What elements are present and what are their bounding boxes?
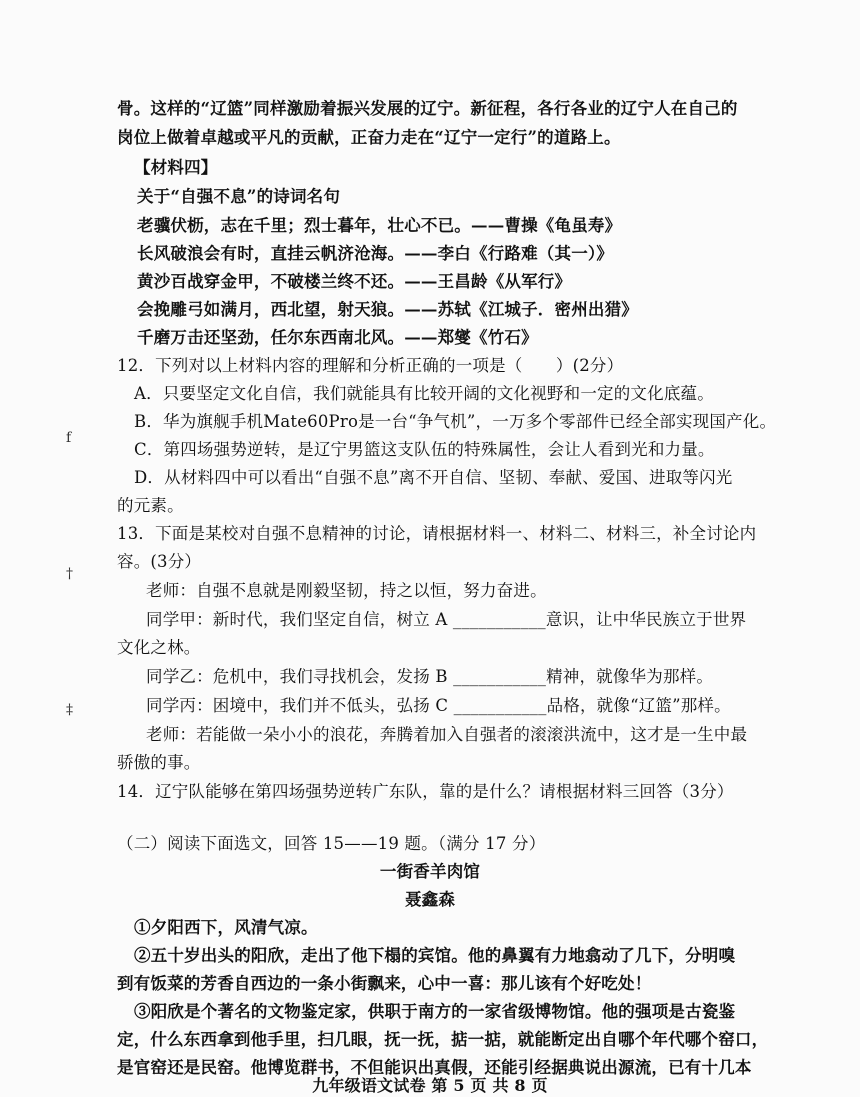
- question-12-option-d: D．从材料四中可以看出“自强不息”离不开自信、坚韧、奉献、爱国、进取等闪光: [134, 468, 733, 487]
- article-title: 一街香羊肉馆: [379, 862, 481, 881]
- question-12-option-c: C．第四场强势逆转，是辽宁男篮这支队伍的特殊属性，会让人看到光和力量。: [134, 440, 715, 459]
- article-author: 聂鑫森: [404, 890, 456, 909]
- margin-mark: ‡: [66, 702, 73, 718]
- dialogue-line: 骄傲的事。: [117, 753, 201, 772]
- article-paragraph: ①夕阳西下，风清气凉。: [134, 918, 318, 937]
- article-paragraph: 到有饭菜的芳香自西边的一条小街飘来，心中一喜：那儿该有个好吃处！: [117, 974, 652, 993]
- section-2-heading: （二）阅读下面选文，回答 15——19 题。（满分 17 分）: [117, 834, 546, 853]
- margin-mark: f: [66, 430, 72, 446]
- question-13-stem-line-2: 容。(3分）: [117, 552, 202, 571]
- page-footer: 九年级语文试卷 第 5 页 共 8 页: [312, 1076, 548, 1095]
- material4-heading: 【材料四】: [134, 158, 218, 177]
- poem-line: 长风破浪会有时，直挂云帆济沧海。——李白《行路难（其一）》: [137, 244, 614, 263]
- article-paragraph: 定，什么东西拿到他手里，扫几眼，抚一抚，掂一掂，就能断定出自哪个年代哪个窑口，: [117, 1030, 769, 1049]
- poem-line: 会挽雕弓如满月，西北望，射天狼。——苏轼《江城子．密州出猎》: [137, 300, 638, 319]
- material4-intro: 关于“自强不息”的诗词名句: [137, 187, 341, 206]
- question-12-option-d-cont: 的元素。: [117, 496, 184, 515]
- poem-line: 黄沙百战穿金甲，不破楼兰终不还。——王昌龄《从军行》: [137, 272, 572, 291]
- article-paragraph: ③阳欣是个著名的文物鉴定家，供职于南方的一家省级博物馆。他的强项是古瓷鉴: [134, 1002, 736, 1021]
- dialogue-line: 同学乙：危机中，我们寻找机会，发扬 B ___________精神，就像华为那样。: [146, 667, 714, 686]
- material3-continuation-line-1: 骨。这样的“辽篮”同样激励着振兴发展的辽宁。新征程，各行各业的辽宁人在自己的: [117, 99, 738, 118]
- dialogue-line: 老师：若能做一朵小小的浪花，奔腾着加入自强者的滚滚洪流中，这才是一生中最: [146, 725, 748, 744]
- question-13-stem-line-1: 13．下面是某校对自强不息精神的讨论，请根据材料一、材料二、材料三，补全讨论内: [117, 524, 757, 543]
- dialogue-line: 文化之林。: [117, 638, 201, 657]
- article-paragraph: 是官窑还是民窑。他博览群书，不但能识出真假，还能引经据典说出源流，已有十几本: [117, 1058, 752, 1077]
- article-paragraph: ②五十岁出头的阳欣，走出了他下榻的宾馆。他的鼻翼有力地翕动了几下，分明嗅: [134, 946, 736, 965]
- dialogue-line: 老师：自强不息就是刚毅坚韧，持之以恒，努力奋进。: [146, 581, 547, 600]
- dialogue-line: 同学甲：新时代，我们坚定自信，树立 A ___________意识，让中华民族立于世界: [146, 610, 747, 629]
- question-14-stem: 14．辽宁队能够在第四场强势逆转广东队，靠的是什么？请根据材料三回答（3分）: [117, 782, 734, 801]
- question-12-stem: 12．下列对以上材料内容的理解和分析正确的一项是（ ）(2分）: [117, 356, 624, 375]
- question-12-option-b: B．华为旗舰手机Mate60Pro是一台“争气机”，一万多个零部件已经全部实现国产化。: [134, 412, 777, 431]
- margin-mark: †: [66, 566, 73, 582]
- material3-continuation-line-2: 岗位上做着卓越或平凡的贡献，正奋力走在“辽宁一定行”的道路上。: [117, 128, 621, 147]
- dialogue-line: 同学丙：困境中，我们并不低头，弘扬 C ___________品格，就像“辽篮”那样。: [146, 696, 731, 715]
- poem-line: 老骥伏枥，志在千里；烈士暮年，壮心不已。——曹操《龟虽寿》: [137, 216, 622, 235]
- poem-line: 千磨万击还坚劲，任尔东西南北风。——郑燮《竹石》: [137, 328, 538, 347]
- question-12-option-a: A．只要坚定文化自信，我们就能具有比较开阔的文化视野和一定的文化底蕴。: [134, 384, 714, 403]
